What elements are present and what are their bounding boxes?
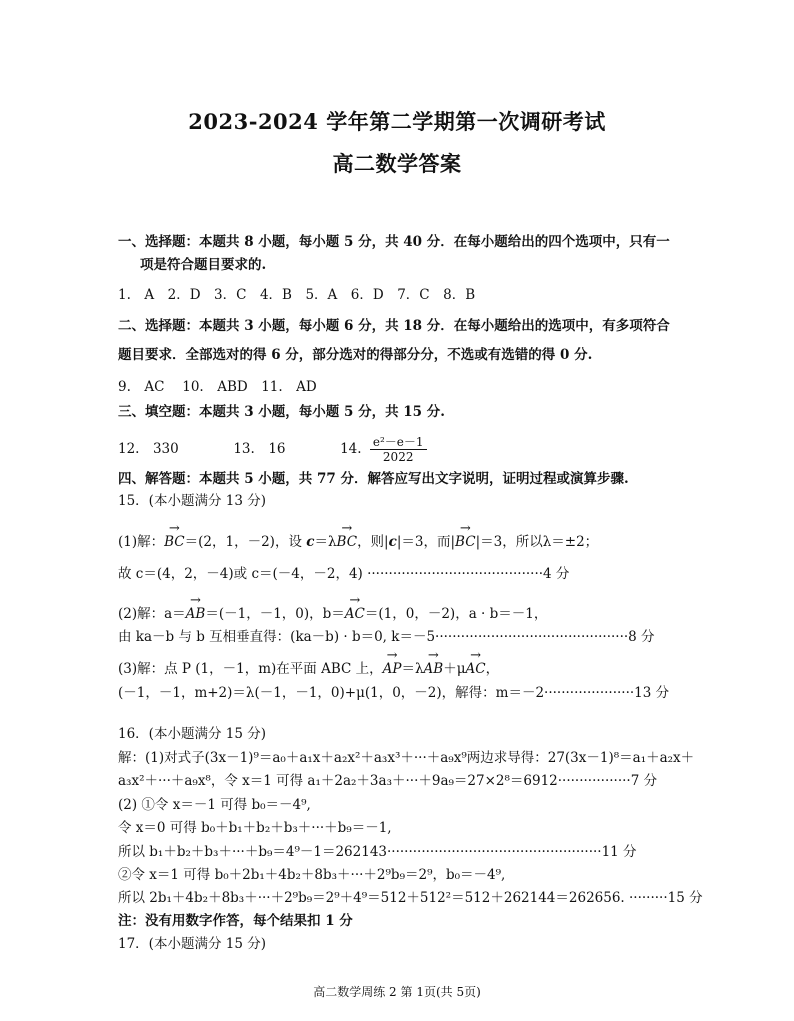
answer-14-denominator: 2022 (382, 450, 414, 464)
q15-p3-text: (3)解：点 P (1，－1，m)在平面 ABC 上， (118, 661, 383, 677)
q15-p1-text: |＝3，而| (396, 534, 456, 550)
q15-part2-line2: 由 ka－b 与 b 互相垂直得：(ka－b) · b＝0, k＝－5·············································8 分 (118, 629, 655, 645)
vector-c: c (306, 534, 315, 550)
q16-line7: 所以 2b₁＋4b₂＋8b₃＋···＋2⁹b₉＝2⁹＋4⁹＝512＋512²＝512＋262144＝262656. ·········15 分 (118, 890, 703, 906)
q15-p3-text: ＋μ (443, 661, 466, 677)
q16-line2: a₃x²＋···＋a₉x⁸，令 x＝1 可得 a₁＋2a₂＋3a₃＋···＋9a₉＝27×2⁸＝6912·················7 分 (118, 773, 658, 789)
q15-part1-line1 (118, 533, 598, 551)
q16-line3: (2) ①令 x＝－1 可得 b₀＝－4⁹, (118, 797, 311, 813)
q15-p3-text: ＝λ (401, 661, 424, 677)
q15-p1-label: (1)解： (118, 534, 165, 550)
q15-title: 15．(本小题满分 13 分) (118, 493, 266, 509)
section2-answers: 9. AC 10. ABD 11. AD (118, 379, 317, 395)
q15-p2-text: ＝(1，0，－2)，a · b＝－1， (364, 606, 548, 622)
q15-part1-line2: 故 c＝(4，2，－4)或 c＝(－4，－2，4) ·········································4 分 (118, 566, 570, 582)
q16-line4: 令 x＝0 可得 b₀＋b₁＋b₂＋b₃＋···＋b₉＝－1, (118, 820, 392, 836)
section3-answers (118, 435, 427, 464)
answer-12: 12. 330 (118, 441, 179, 457)
vector-bc: → BC (455, 533, 476, 551)
q16-line5: 所以 b₁＋b₂＋b₃＋···＋b₉＝4⁹－1＝262143··················································11 分 (118, 844, 637, 860)
vector-bc: → BC (337, 533, 358, 551)
vector-ap: → AP (383, 660, 402, 678)
q15-p2-text: ＝(－1，－1，0)，b＝ (205, 606, 345, 622)
q15-p3-text: ， (485, 661, 500, 677)
vector-ac: → AC (466, 660, 486, 678)
q15-p1-text: ＝(2，1，－2)，设 (184, 534, 302, 550)
q15-p1-text: ，则| (357, 534, 389, 550)
vector-bc: → BC (164, 533, 185, 551)
answer-14-label: 14. (340, 441, 362, 457)
section2-heading-line2: 题目要求．全部选对的得 6 分，部分选对的得部分分，不选或有选错的得 0 分. (118, 347, 593, 363)
vector-ac: → AC (345, 605, 365, 623)
section2-heading-line1: 二、选择题：本题共 3 小题，每小题 6 分，共 18 分．在每小题给出的选项中，有多项符合 (118, 318, 670, 334)
vector-ab: → AB (186, 605, 206, 623)
answer-14-fraction (370, 435, 427, 464)
exam-subtitle: 高二数学答案 (332, 151, 462, 176)
q17-title: 17．(本小题满分 15 分) (118, 936, 266, 952)
q16-note: 注：没有用数字作答，每个结果扣 1 分 (118, 913, 353, 929)
q15-part2-line1 (118, 605, 547, 623)
section4-heading: 四、解答题：本题共 5 小题，共 77 分．解答应写出文字说明，证明过程或演算步骤. (118, 471, 629, 487)
vector-c: c (388, 534, 397, 550)
section1-answers: 1. A 2．D 3．C 4．B 5．A 6．D 7．C 8．B (118, 287, 476, 303)
answer-13: 13. 16 (233, 441, 286, 457)
exam-title: 2023-2024 学年第二学期第一次调研考试 (188, 109, 606, 134)
q15-p2-text: (2)解：a＝ (118, 606, 186, 622)
answer-14-numerator: e²－e－1 (370, 435, 427, 450)
section1-heading-line1: 一、选择题：本题共 8 小题，每小题 5 分，共 40 分．在每小题给出的四个选项中，只有一 (118, 234, 670, 250)
q15-part3-line1 (118, 660, 499, 678)
q16-line1: 解：(1)对式子(3x－1)⁹＝a₀＋a₁x＋a₂x²＋a₃x³＋···＋a₉x⁹两边求导得：27(3x－1)⁸＝a₁＋a₂x＋ (118, 750, 695, 766)
page-footer: 高二数学周练 2 第 1页(共 5页) (313, 985, 481, 999)
q16-title: 16．(本小题满分 15 分) (118, 726, 266, 742)
q15-part3-line2: (－1，－1，m+2)＝λ(－1，－1，0)+μ(1，0，－2)，解得：m＝－2·····················13 分 (118, 685, 670, 701)
vector-ab: → AB (424, 660, 444, 678)
section1-heading-line2: 项是符合题目要求的. (140, 257, 267, 273)
q15-p1-text: ＝λ (314, 534, 337, 550)
q15-p1-text: |＝3，所以λ＝±2； (475, 534, 599, 550)
q16-line6: ②令 x＝1 可得 b₀＋2b₁＋4b₂＋8b₃＋···＋2⁹b₉＝2⁹，b₀＝－4⁹, (118, 867, 506, 883)
section3-heading: 三、填空题：本题共 3 小题，每小题 5 分，共 15 分. (118, 404, 445, 420)
